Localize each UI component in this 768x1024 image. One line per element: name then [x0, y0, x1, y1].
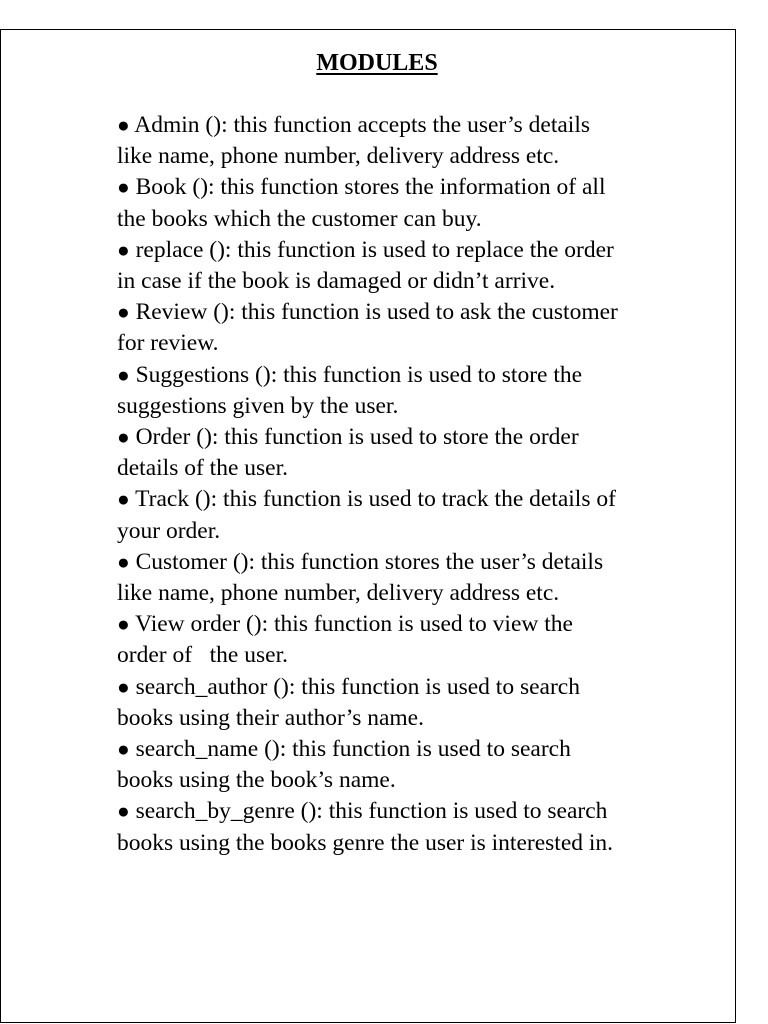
module-text-continued: your order. — [117, 517, 221, 544]
module-text: View order (): this function is used to view the — [129, 611, 573, 638]
module-item-customer — [117, 547, 697, 609]
bullet-icon: ● — [117, 487, 130, 512]
module-text-continued: in case if the book is damaged or didn’t arrive. — [117, 268, 556, 295]
module-item-admin — [117, 110, 697, 172]
bullet-icon: ● — [117, 799, 130, 824]
bullet-icon: ● — [117, 237, 130, 262]
module-item-replace — [117, 235, 697, 297]
modules-list — [117, 110, 697, 859]
module-text-continued: for review. — [117, 330, 219, 357]
bullet-icon: ● — [117, 549, 130, 574]
module-text: search_author (): this function is used to search — [129, 673, 580, 700]
module-item-search-name — [117, 734, 697, 796]
module-item-view-order — [117, 609, 697, 671]
bullet-icon: ● — [117, 362, 130, 387]
module-text: Order (): this function is used to store the order — [129, 424, 579, 451]
bullet-icon: ● — [117, 300, 130, 325]
module-text: search_by_genre (): this function is used to search — [129, 798, 608, 825]
bullet-icon: ● — [117, 175, 130, 200]
module-text-continued: suggestions given by the user. — [117, 392, 399, 419]
module-text: Book (): this function stores the information of all — [129, 174, 606, 201]
module-item-suggestions — [117, 360, 697, 422]
module-text-continued: books using the book’s name. — [117, 767, 396, 794]
module-item-search-by-genre — [117, 796, 697, 858]
module-text-continued: books using their author’s name. — [117, 704, 424, 731]
module-item-book — [117, 172, 697, 234]
module-text-continued: details of the user. — [117, 455, 288, 482]
module-text: Customer (): this function stores the user’s details — [129, 548, 604, 575]
bullet-icon: ● — [117, 674, 130, 699]
module-text: replace (): this function is used to replace the order — [129, 236, 614, 263]
module-text: search_name (): this function is used to search — [129, 736, 571, 763]
page-title: MODULES — [316, 50, 438, 76]
module-text: Review (): this function is used to ask the customer — [129, 299, 618, 326]
module-item-search-author — [117, 672, 697, 734]
bullet-icon: ● — [117, 612, 130, 637]
module-text: Track (): this function is used to track the details of — [129, 486, 616, 513]
module-item-review — [117, 297, 697, 359]
module-text-continued: like name, phone number, delivery address etc. — [117, 580, 560, 607]
bullet-icon: ● — [117, 425, 130, 450]
bullet-icon: ● — [117, 737, 130, 762]
module-item-track — [117, 484, 697, 546]
bullet-icon: ● — [117, 113, 130, 137]
module-item-order — [117, 422, 697, 484]
module-text: Suggestions (): this function is used to store the — [129, 361, 583, 388]
module-text: Admin (): this function accepts the user’s details — [129, 112, 591, 138]
module-text-continued: order of the user. — [117, 642, 288, 669]
module-text-continued: the books which the customer can buy. — [117, 205, 482, 232]
module-text-continued: books using the books genre the user is interested in. — [117, 829, 614, 856]
module-text-continued: like name, phone number, delivery address etc. — [117, 143, 560, 170]
